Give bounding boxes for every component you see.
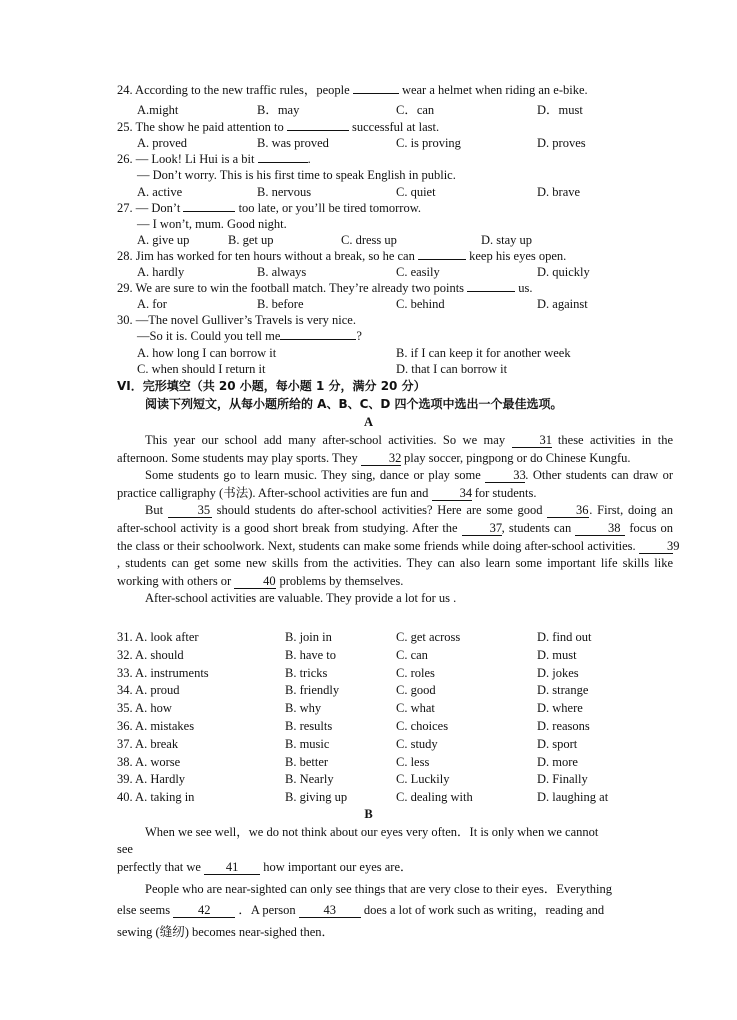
cloze-blank: 43 xyxy=(299,904,361,918)
option-d: D．must xyxy=(537,103,583,117)
cloze-option: C. can xyxy=(396,647,428,662)
cloze-blank: 37 xyxy=(462,522,502,536)
passage-b-line: see xyxy=(117,842,133,856)
passage-a-paragraph: After-school activities are valuable. They provide a lot for us . xyxy=(145,591,457,606)
cloze-option: C. get across xyxy=(396,630,461,644)
cloze-option: D. must xyxy=(537,647,577,662)
cloze-option: 40. A. taking in xyxy=(117,790,195,805)
cloze-option: C. study xyxy=(396,736,438,751)
passage-b-line: When we see well，we do not think about our eyes very often．It is only when we cannot xyxy=(145,825,599,839)
option-a: A. active xyxy=(137,185,183,199)
cloze-option: B. friendly xyxy=(285,683,340,698)
passage-b-line: People who are near-sighted can only see things that are very close to their eyes．Everything xyxy=(145,882,612,896)
cloze-option: B. music xyxy=(285,736,330,751)
cloze-option: B. why xyxy=(285,701,322,716)
question-25: 25. The show he paid attention to successful at last. xyxy=(117,120,440,134)
option-a: A. proved xyxy=(137,136,187,150)
cloze-option: D. sport xyxy=(537,736,578,751)
cloze-blank: 31 xyxy=(512,434,552,448)
option-c: C. quiet xyxy=(396,185,436,199)
cloze-option: B. Nearly xyxy=(285,772,334,787)
option-c: C. behind xyxy=(396,297,445,311)
cloze-option: 33. A. instruments xyxy=(117,665,209,680)
question-30: 30. —The novel Gulliver’s Travels is very nice. xyxy=(117,313,356,327)
cloze-option: C. choices xyxy=(396,719,449,733)
option-b: B. before xyxy=(257,297,304,311)
option-a: A. for xyxy=(137,297,167,311)
cloze-option: D. more xyxy=(537,754,578,769)
cloze-blank: 40 xyxy=(234,575,276,589)
answer-blank xyxy=(258,162,308,163)
cloze-option: 32. A. should xyxy=(117,647,184,662)
question-28: 28. Jim has worked for ten hours without a break, so he can keep his eyes open. xyxy=(117,249,567,263)
option-b: B. if I can keep it for another week xyxy=(396,346,571,360)
option-b: B. always xyxy=(257,265,307,279)
option-c: C. when should I return it xyxy=(137,362,266,376)
cloze-blank: 33 xyxy=(485,469,525,483)
option-c: C. dress up xyxy=(341,233,397,247)
option-d: D. that I can borrow it xyxy=(396,362,508,376)
cloze-option: C. good xyxy=(396,683,436,698)
cloze-option: D. reasons xyxy=(537,719,590,733)
answer-blank xyxy=(467,291,515,292)
cloze-option: B. better xyxy=(285,754,329,769)
cloze-option: C. dealing with xyxy=(396,790,473,805)
cloze-option: B. results xyxy=(285,719,333,733)
cloze-option: 31. A. look after xyxy=(117,630,199,644)
cloze-blank: 41 xyxy=(204,861,260,875)
passage-a-paragraph: But 35 should students do after-school activities? Here are some good 36. First, doing an after-school activity is a good short break from studying. After the 37, students can 38 focus on the class or their schoolwork. Next, students can make some friends while doing after-school activities. 39, students can get some new skills from the activities. They can also learn some important life skills like working with others or 40 problems by themselves. xyxy=(117,503,680,588)
cloze-option: D. laughing at xyxy=(537,790,609,805)
question-26-reply: — Don’t worry. This is his first time to speak English in public. xyxy=(137,168,456,182)
cloze-blank: 42 xyxy=(173,904,235,918)
passage-b-line: perfectly that we 41 how important our eyes are． xyxy=(117,860,413,874)
option-b: B. get up xyxy=(228,233,274,247)
option-c: C. easily xyxy=(396,265,440,279)
passage-b-label: B xyxy=(364,807,373,821)
cloze-blank: 35 xyxy=(168,504,212,518)
passage-b-line: else seems 42 ．A person 43 does a lot of work such as writing，reading and xyxy=(117,903,605,917)
cloze-blank: 38 xyxy=(575,522,625,536)
cloze-option: D. strange xyxy=(537,683,589,698)
cloze-blank: 39 xyxy=(639,540,673,554)
section-title: VI．完形填空（共 20 小题，每小题 1 分，满分 20 分） xyxy=(117,379,426,393)
cloze-option: C. roles xyxy=(396,665,435,680)
cloze-option: D. where xyxy=(537,701,583,716)
option-d: D. brave xyxy=(537,185,581,199)
option-d: D. quickly xyxy=(537,265,590,279)
answer-blank xyxy=(280,339,356,340)
section-instruction: 阅读下列短文，从每小题所给的 A、B、C、D 四个选项中选出一个最佳选项。 xyxy=(145,397,563,411)
cloze-option: 39. A. Hardly xyxy=(117,772,186,787)
question-24: 24. According to the new traffic rules，people wear a helmet when riding an e-bike. xyxy=(117,83,588,97)
cloze-option: D. Finally xyxy=(537,772,588,787)
answer-blank xyxy=(183,211,235,212)
cloze-option: C. less xyxy=(396,754,430,769)
question-26: 26. — Look! Li Hui is a bit . xyxy=(117,152,311,166)
cloze-option: D. jokes xyxy=(537,665,579,680)
passage-b-line: sewing (缝纫) becomes near-sighed then． xyxy=(117,925,335,939)
cloze-option: 38. A. worse xyxy=(117,754,181,769)
passage-a-paragraph: Some students go to learn music. They sing, dance or play some 33. Other students can draw or practice calligraphy (书法). After-school activities are fun and 34 for students. xyxy=(117,468,673,500)
cloze-option: D. find out xyxy=(537,630,592,644)
question-30-reply: —So it is. Could you tell me ? xyxy=(137,329,362,343)
option-c: C. is proving xyxy=(396,136,461,150)
option-b: B. was proved xyxy=(257,136,329,150)
cloze-option: B. have to xyxy=(285,647,337,662)
cloze-blank: 36 xyxy=(547,504,589,518)
question-29: 29. We are sure to win the football match. They’re already two points us. xyxy=(117,281,533,295)
cloze-option: 35. A. how xyxy=(117,701,172,716)
option-d: D. proves xyxy=(537,136,586,150)
cloze-option: B. giving up xyxy=(285,790,348,805)
cloze-option: B. join in xyxy=(285,630,332,644)
question-27-reply: — I won’t, mum. Good night. xyxy=(137,217,287,231)
answer-blank xyxy=(353,93,399,94)
cloze-option: C. what xyxy=(396,701,435,716)
cloze-blank: 32 xyxy=(361,452,401,466)
option-c: C．can xyxy=(396,103,435,117)
passage-a-label: A xyxy=(363,415,374,429)
cloze-option: C. Luckily xyxy=(396,772,450,787)
passage-a xyxy=(117,432,680,608)
cloze-option: 37. A. break xyxy=(117,736,179,751)
option-d: D. stay up xyxy=(481,233,533,247)
option-a: A. give up xyxy=(137,233,190,247)
passage-a-paragraph: This year our school add many after-school activities. So we may 31 these activities in the afternoon. Some students may play sports. They 32 play soccer, pingpong or do Chinese Kungfu. xyxy=(117,433,673,465)
question-27: 27. — Don’t too late, or you’ll be tired tomorrow. xyxy=(117,201,422,215)
option-a: A.might xyxy=(137,103,179,117)
cloze-option: 34. A. proud xyxy=(117,683,180,698)
cloze-option: 36. A. mistakes xyxy=(117,719,195,733)
cloze-option: B. tricks xyxy=(285,665,328,680)
option-d: D. against xyxy=(537,297,588,311)
option-b: B．may xyxy=(257,103,300,117)
option-a: A. how long I can borrow it xyxy=(137,346,277,360)
option-a: A. hardly xyxy=(137,265,185,279)
option-b: B. nervous xyxy=(257,185,312,199)
answer-blank xyxy=(287,130,349,131)
answer-blank xyxy=(418,259,466,260)
cloze-blank: 34 xyxy=(432,487,472,501)
